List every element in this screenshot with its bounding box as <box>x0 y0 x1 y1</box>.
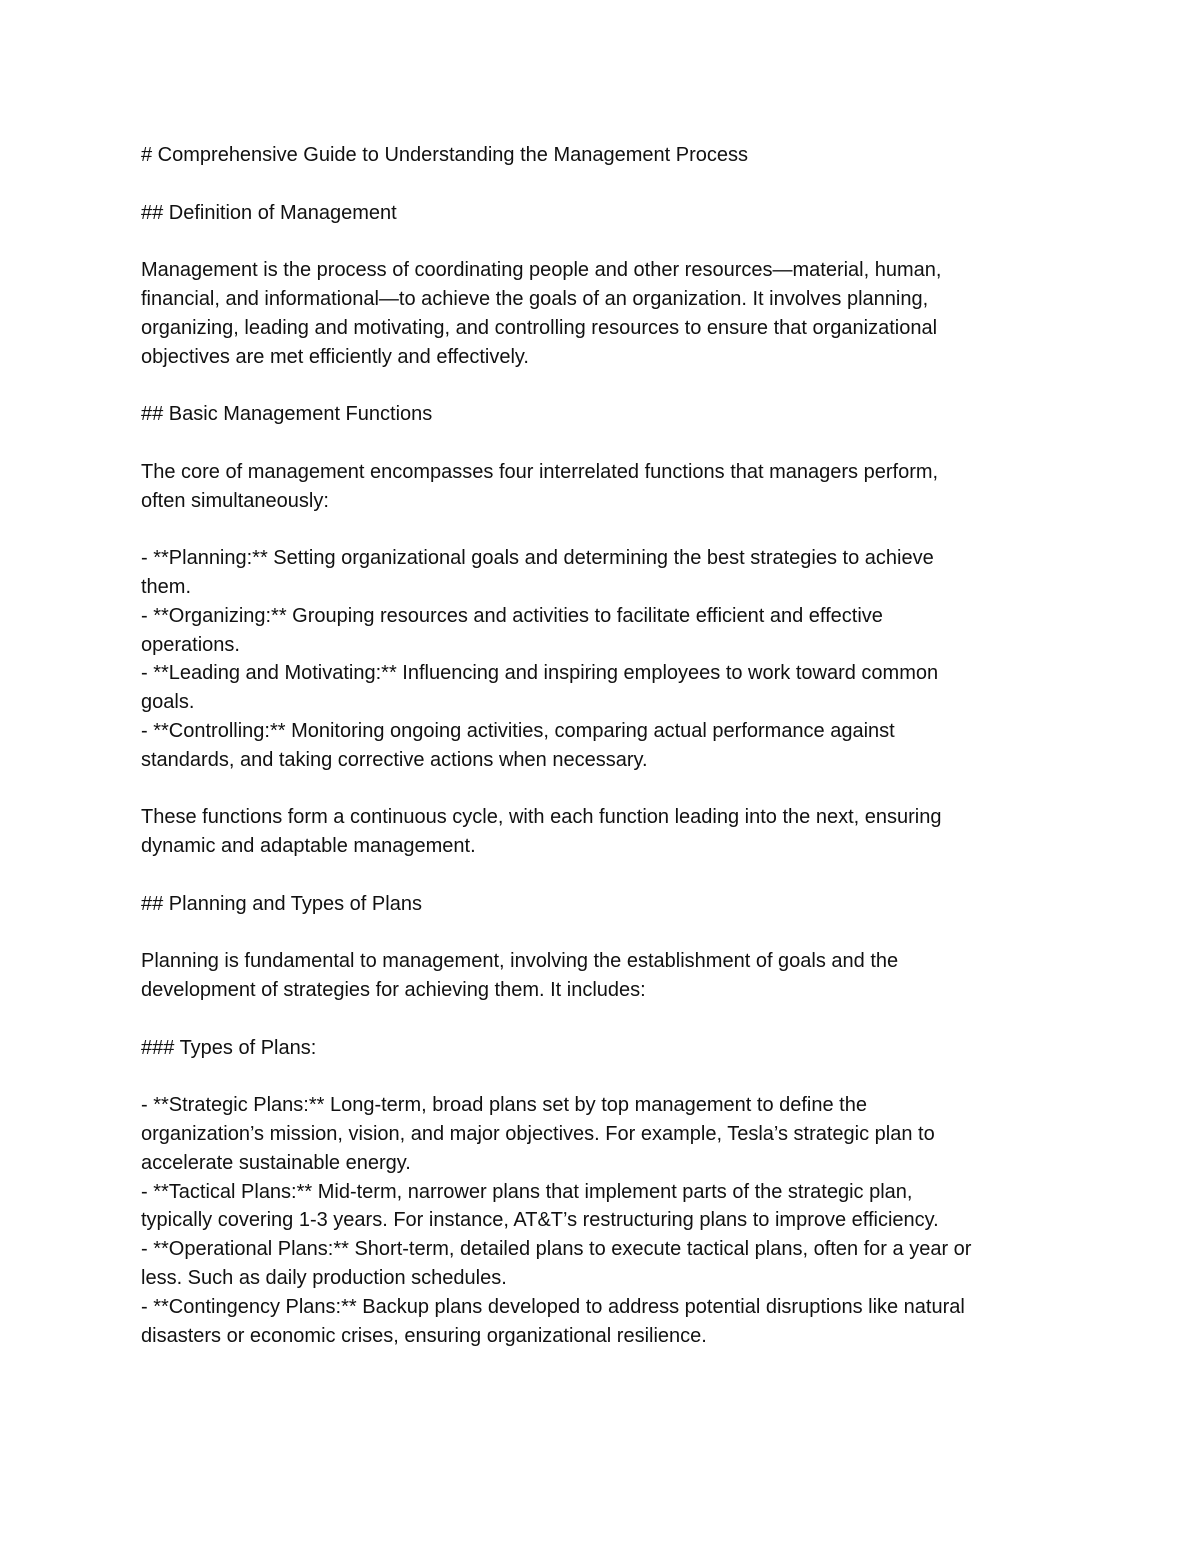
blank-line <box>141 170 1061 199</box>
list-item-line: them. <box>141 575 192 598</box>
list-item-line: - **Strategic Plans:** Long-term, broad plans set by top management to define the <box>141 1094 867 1117</box>
blank-line <box>141 1005 1061 1034</box>
list-item-line: accelerate sustainable energy. <box>141 1151 411 1174</box>
functions-heading: ## Basic Management Functions <box>141 403 433 426</box>
functions-intro-paragraph <box>141 458 1061 516</box>
list-item-line: - **Operational Plans:** Short-term, detailed plans to execute tactical plans, often for a year or <box>141 1238 972 1261</box>
functions-list <box>141 544 1061 774</box>
document-title: # Comprehensive Guide to Understanding the Management Process <box>141 144 749 166</box>
blank-line <box>141 775 1061 804</box>
list-item-line: - **Contingency Plans:** Backup plans developed to address potential disruptions like natural <box>141 1295 965 1318</box>
list-item-line: less. Such as daily production schedules. <box>141 1267 507 1290</box>
blank-line <box>141 919 1061 948</box>
list-item-line: operations. <box>141 633 240 656</box>
list-item-line: typically covering 1-3 years. For instance, AT&T’s restructuring plans to improve efficiency. <box>141 1209 939 1232</box>
blank-line <box>141 371 1061 400</box>
blank-line <box>141 227 1061 256</box>
planning-intro-paragraph <box>141 947 1061 1005</box>
planning-heading: ## Planning and Types of Plans <box>141 892 422 915</box>
blank-line <box>141 429 1061 458</box>
definition-paragraph <box>141 256 1061 371</box>
blank-line <box>141 861 1061 890</box>
functions-closing-paragraph <box>141 803 1061 861</box>
plans-list <box>141 1091 1061 1350</box>
list-item-line: - **Tactical Plans:** Mid-term, narrower plans that implement parts of the strategic plan, <box>141 1180 913 1203</box>
blank-line <box>141 1063 1061 1092</box>
text-line: dynamic and adaptable management. <box>141 835 476 858</box>
list-item-line: - **Planning:** Setting organizational goals and determining the best strategies to achieve <box>141 547 934 570</box>
text-line: The core of management encompasses four interrelated functions that managers perform, <box>141 460 939 483</box>
text-line: financial, and informational—to achieve the goals of an organization. It involves planning, <box>141 287 929 310</box>
list-item-line: goals. <box>141 691 195 714</box>
text-line: organizing, leading and motivating, and controlling resources to ensure that organizational <box>141 316 938 339</box>
blank-line <box>141 515 1061 544</box>
list-item-line: standards, and taking corrective actions when necessary. <box>141 748 648 771</box>
definition-heading: ## Definition of Management <box>141 201 397 224</box>
list-item-line: - **Leading and Motivating:** Influencing and inspiring employees to work toward common <box>141 662 939 685</box>
list-item-line: organization’s mission, vision, and major objectives. For example, Tesla’s strategic plan to <box>141 1123 935 1146</box>
list-item-line: disasters or economic crises, ensuring organizational resilience. <box>141 1324 707 1347</box>
types-of-plans-subheading: ### Types of Plans: <box>141 1036 317 1059</box>
text-line: development of strategies for achieving them. It includes: <box>141 979 646 1002</box>
list-item-line: - **Organizing:** Grouping resources and activities to facilitate efficient and effective <box>141 604 883 627</box>
document-body <box>141 141 1061 1350</box>
list-item-line: - **Controlling:** Monitoring ongoing activities, comparing actual performance against <box>141 719 895 742</box>
text-line: These functions form a continuous cycle, with each function leading into the next, ensuring <box>141 806 942 829</box>
text-line: often simultaneously: <box>141 489 329 512</box>
text-line: Planning is fundamental to management, involving the establishment of goals and the <box>141 950 899 973</box>
text-line: objectives are met efficiently and effectively. <box>141 345 529 368</box>
text-line: Management is the process of coordinating people and other resources—material, human, <box>141 259 942 282</box>
